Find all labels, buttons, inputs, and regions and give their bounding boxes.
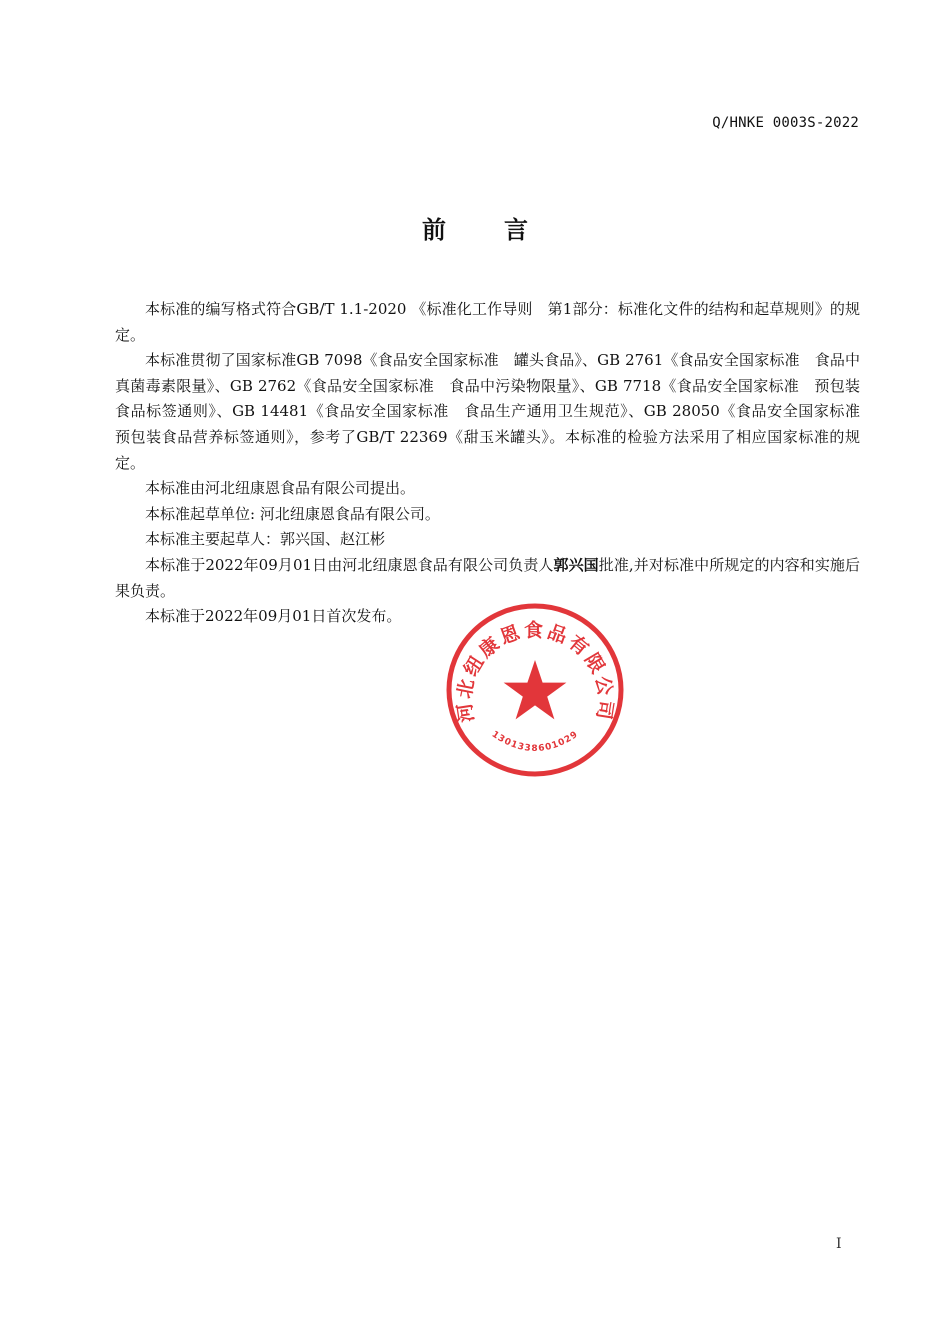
title-char-1: 前	[422, 216, 446, 244]
paragraph-format: 本标准的编写格式符合GB/T 1.1-2020 《标准化工作导则 第1部分：标准化文件的结构和起草规则》的规定。	[115, 300, 860, 344]
paragraph-drafting-unit: 本标准起草单位: 河北纽康恩食品有限公司。	[145, 504, 440, 523]
approval-text-1: 本标准于2022年09月01日由河北纽康恩食品有限公司负责人	[145, 555, 554, 574]
foreword-body	[115, 297, 876, 630]
paragraph-references: 本标准贯彻了国家标准GB 7098《食品安全国家标准 罐头食品》、GB 2761《食品安全国家标准 食品中真菌毒素限量》、GB 2762《食品安全国家标准 食品中污染物限量》、GB 7718《食品安全国家标准 预包装食品标签通则》、GB 14481《食品安全国家标准 食品生产通用卫生规范》、GB 28050《食品安全国家标准 预包装食品营养标签通则》，参考了GB/T 22369《甜玉米罐头》。本标准的检验方法采用了相应国家标准的规定。	[115, 351, 876, 472]
company-seal	[445, 602, 625, 778]
seal-company-text: 河北纽康恩食品有限公司	[453, 619, 617, 724]
approver-name: 郭兴国	[553, 555, 599, 574]
title-char-2: 言	[504, 216, 528, 244]
page-title	[0, 210, 950, 245]
seal-number-text: 1301338601029	[489, 729, 581, 754]
paragraph-approval	[115, 553, 860, 604]
paragraph-release: 本标准于2022年09月01日首次发布。	[145, 607, 402, 626]
page-number: I	[836, 1236, 842, 1252]
standard-code: Q/HNKE 0003S-2022	[712, 115, 859, 131]
paragraph-proposer: 本标准由河北纽康恩食品有限公司提出。	[145, 479, 416, 498]
seal-star-icon	[504, 660, 567, 719]
approval-text-2: 批准,并对标准中所规定的内容和实施后果负责。	[115, 555, 860, 600]
paragraph-drafters: 本标准主要起草人：郭兴国、赵江彬	[145, 530, 386, 549]
